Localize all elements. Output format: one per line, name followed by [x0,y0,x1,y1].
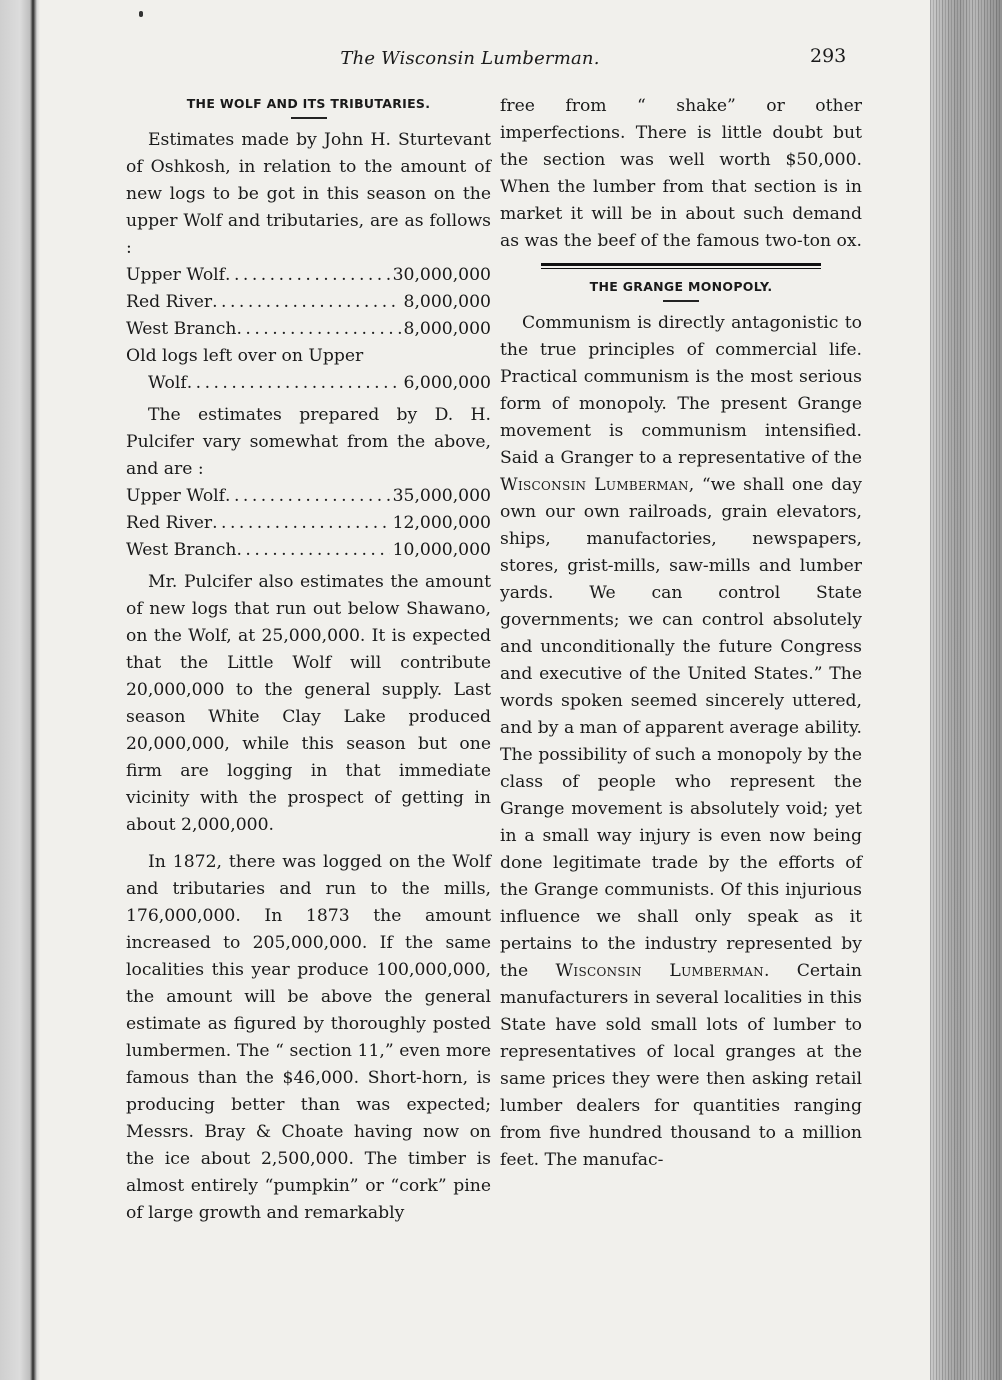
page-edge [930,0,1002,1380]
heading-rule [663,300,699,302]
page-number: 293 [810,45,847,67]
estimate-row: Red River . . . 8,000,000 [126,289,491,316]
article-heading-grange: THE GRANGE MONOPOLY. [589,279,773,294]
paragraph: Communism is directly antagonistic to the true principles of commercial life. Practical communism is the most serious form of monopoly. The present Grange movement is communism intensified. Said a Granger to a representative of the Wisconsin Lumberman, “we shall one day own our own railroads, grain elevators, ships, manufactories, newspapers, stores, grist-mills, saw-mills and lumber yards. We can control State governments; we can control absolutely and unconditionally the future Congress and executive of the United States.” The words spoken seemed sincerely uttered, and by a man of apparent average ability. The possibility of such a monopoly by the class of people who represent the Grange movement is absolutely void; yet in a small way injury is even now being done legitimate trade by the efforts of the Grange communists. Of this injurious influence we shall only speak as it pertains to the industry represented by the Wisconsin Lumberman. Certain manufacturers in several localities in this State have sold small lots of lumber to representatives of local granges at the same prices they were then asking retail lumber dealers for quantities ranging from five hundred thousand to a million feet. The manufac- [500,313,863,1170]
ink-speck [139,11,143,17]
sturtevant-estimates [126,262,491,397]
paragraph: In 1872, there was logged on the Wolf and tributaries and run to the mills, 176,000,000. In 1873 the amount increased to 205,000,000. If the same localities this year produce 100,000,000, the amount will be above the general estimate as figured by thoroughly posted lumbermen. The “ section 11,” even more famous than the $46,000. Short-horn, is producing better than was expected; Messrs. Bray & Choate having now on the ice about 2,500,000. The timber is almost entirely “pumpkin” or “cork” pine of large growth and remarkably [126,852,491,1223]
estimate-row: Upper Wolf . . . 35,000,000 [126,483,491,510]
left-column [126,93,491,1227]
pulcifer-estimates [126,483,491,564]
pulcifer-intro: The estimates prepared by D. H. Pulcifer vary somewhat from the above, and are : [126,405,491,479]
publication-name: Wisconsin Lumberman [555,961,764,981]
book-gutter [0,0,40,1380]
paragraph-continuation: free from “ shake” or other imperfections. There is little doubt but the section was well worth $50,000. When the lumber from that section is in market it will be in about such demand as was the beef of the famous two-ton ox. [500,96,863,251]
heading-rule [291,117,327,119]
article-intro: Estimates made by John H. Sturtevant of Oshkosh, in relation to the amount of new logs to be got in this season on the upper Wolf and tributaries, are as follows : [126,130,491,258]
estimate-row: West Branch . . . 8,000,000 [126,316,491,343]
estimate-row: Wolf . . . 6,000,000 [126,370,491,397]
article-separator [541,263,821,269]
article-heading-wolf: THE WOLF AND ITS TRIBUTARIES. [186,96,431,111]
estimate-row: Upper Wolf . . . 30,000,000 [126,262,491,289]
estimate-row: Red River . . . 12,000,000 [126,510,491,537]
publication-name: Wisconsin Lumberman [500,475,689,495]
running-title: The Wisconsin Lumberman. [340,48,600,69]
estimate-row: West Branch . . . 10,000,000 [126,537,491,564]
old-logs-label: Old logs left over on Upper [126,346,364,366]
paragraph: Mr. Pulcifer also estimates the amount of new logs that run out below Shawano, on the Wolf, at 25,000,000. It is expected that the Little Wolf will contribute 20,000,000 to the general supply. Last season White Clay Lake produced 20,000,000, while this season but one firm are logging in that immediate vicinity with the prospect of getting in about 2,000,000. [126,572,491,835]
right-column [500,93,862,1174]
